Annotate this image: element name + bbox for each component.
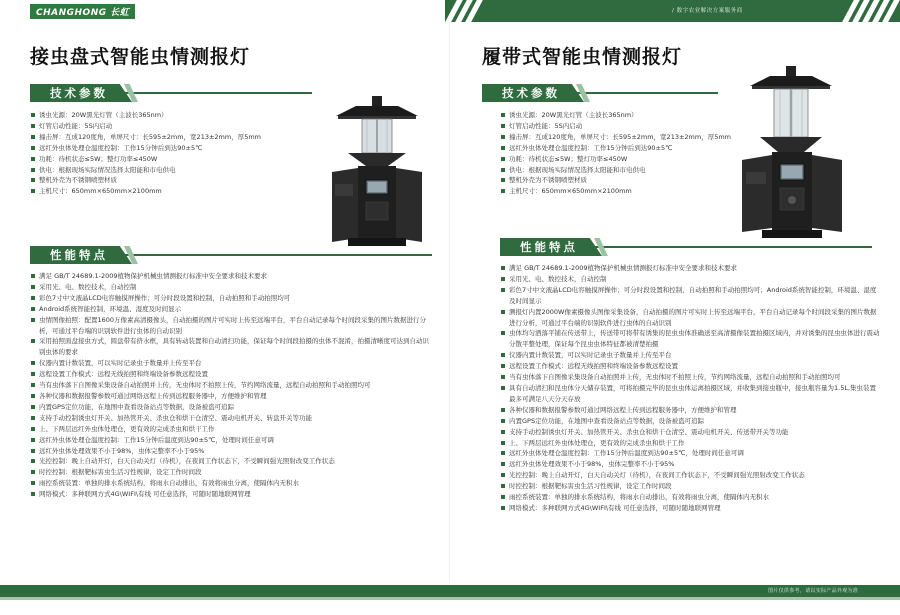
list-item: 内置GPS定位功能，在地图中查看设备站点等数据，设备被盗可追踪: [500, 416, 880, 427]
list-item: 远红外虫体处理仓温度控制：工作15分钟后温度到达90±5℃，处理时间任意可调: [30, 435, 430, 446]
list-item: 远程设置工作模式：远程无线拍照和终端设备参数远程设置: [30, 369, 430, 380]
list-item: 远红外虫体处理仓温度控制：工作15分钟后温度到达90±5℃，处理时间任意可调: [500, 448, 880, 459]
right-features-list: [500, 263, 880, 514]
left-title: 接虫盘式智能虫情测报灯: [30, 46, 251, 68]
list-item: 时控控制：根据靶标害虫生活习性规律，设定工作时间段: [30, 467, 430, 478]
list-item: 网络模式：多种联网方式4G\WIFI\有线 可任意选择，可随时随地联网管理: [30, 489, 430, 500]
right-specs-heading: [482, 84, 718, 102]
list-item: 诱虫光源：20W黑光灯管（主波长365nm）: [500, 110, 750, 121]
list-item: 彩色7寸中文液晶LCD电容触摸屏操作；可分时段设置和控制，自动拍照和手动拍照均可；Android系统智能控制，环境温、湿度及时间显示: [500, 285, 880, 307]
list-item: 具有自动清扫和昆虫体分天储存装置，可将拍摄完毕的昆虫虫体运离拍摄区域，并收集到接虫瓶中，接虫瓶容量为1.5L,集虫装置最多可满足八天分天存放: [500, 383, 880, 405]
list-item: 供电：根据现场实际情况选择太阳能和市电供电: [30, 165, 330, 176]
left-specs-list: [30, 110, 330, 197]
device-image-belt: [728, 60, 854, 240]
list-item: 整机外壳为不锈钢喷塑材质: [30, 175, 330, 186]
list-item: 撞击屏：互成120度角，单屏尺寸：长595±2mm，宽213±2mm，厚5mm: [30, 132, 330, 143]
top-banner: [0, 0, 900, 22]
list-item: 灯管启动性能：5S内启动: [30, 121, 330, 132]
list-item: 供电：根据现场实际情况选择太阳能和市电供电: [500, 165, 750, 176]
list-item: 远红外虫体处理效果不小于98%，虫体完整率不小于95%: [500, 459, 880, 470]
list-item: 虫情图像拍照：配置1600万像素高清摄像头，自动拍摄的图片可实时上传至远端平台，平台自动记录每个时间段采集的图片数据进行分析，可通过平台端的识别软件进行虫体的自动识别: [30, 315, 430, 337]
list-item: 光控控制：晚上自动开灯，白天自动关灯（待机），在夜间工作状态下，不受瞬间强光照射改变工作状态: [30, 456, 430, 467]
list-item: 光控控制：晚上自动开灯，白天自动关灯（待机），在夜间工作状态下，不受瞬间强光照射改变工作状态: [500, 470, 880, 481]
list-item: 彩色7寸中文液晶LCD电容触摸屏操作；可分时段设置和控制，自动拍照和手动拍照均可: [30, 293, 430, 304]
brand-logo: [30, 4, 135, 18]
footer-note: 图片仅供参考，请以实际产品外观为准: [768, 588, 859, 594]
list-item: 撞击屏：互成120度角，单屏尺寸：长595±2mm，宽213±2mm，厚5mm: [500, 132, 750, 143]
list-item: 雨控系统装置：单独的排水系统结构，将雨水自动排出，有效将雨虫分离，使隔体内无积水: [500, 492, 880, 503]
list-item: 测报灯内置2000W像素摄像头图像采集设备，自动拍摄的图片可实时上传至远端平台，平台自动记录每个时间段采集的图片数据进行分析，可通过平台端的识别软件进行虫体的自动识别: [500, 307, 880, 329]
list-item: 内置GPS定位功能，在地图中查看设备站点等数据，设备被盗可追踪: [30, 402, 430, 413]
bottom-banner: [0, 585, 900, 615]
list-item: 当有虫体落下自图像采集设备自动拍照并上传，无虫体时不拍照上传，节约网络流量，远程自动拍照和手动拍照均可: [30, 380, 430, 391]
left-features-heading: [30, 246, 432, 264]
insect-lamp-belt-icon: [728, 60, 854, 240]
list-item: 各种仪器和数据报警参数可通过网络远程上传到远程服务器中，方便维护和管理: [30, 391, 430, 402]
logo-en: CHANGHONG: [36, 7, 107, 18]
list-item: 远程设置工作模式：远程无线拍照和终端设备参数远程设置: [500, 361, 880, 372]
list-item: 网络模式：多种联网方式4G\WIFI\有线 可任意选择，可随时随地联网管理: [500, 503, 880, 514]
list-item: 功耗：待机状态≤5W；整灯功率≤450W: [30, 154, 330, 165]
page-divider: [449, 22, 450, 582]
section-label: 技术参数: [502, 86, 560, 100]
list-item: 远红外虫体处理仓温度控制：工作15分钟后到达90±5℃: [30, 143, 330, 154]
list-item: 雨控系统装置：单独的排水系统结构，将雨水自动排出，有效将雨虫分离，使隔体内无积水: [30, 478, 430, 489]
left-features-list: [30, 271, 430, 500]
list-item: Android系统智能控制，环境温、湿度及时间显示: [30, 304, 430, 315]
list-item: 采用光、电、数控技术，自动控制: [500, 274, 880, 285]
list-item: 远红外虫体处理仓温度控制：工作15分钟后到达90±5℃: [500, 143, 750, 154]
list-item: 上、下两层远红外虫体处理仓，更有效的完成杀虫和烘干工作: [500, 438, 880, 449]
bottom-green-bar: [0, 585, 900, 597]
right-features-heading: [500, 238, 872, 256]
list-item: 虫体均匀洒落平铺在传送带上，传送带可将带有诱集的昆虫虫体准确送至高清摄像装置拍摄区域内，并对诱集的昆虫虫体进行震动分散平整处理，保证每个昆虫虫体特征都被清楚拍摄: [500, 328, 880, 350]
list-item: 远红外虫体处理效果不小于98%，虫体完整率不小于95%: [30, 446, 430, 457]
list-item: 时控控制：根据靶标害虫生活习性规律，设定工作时间段: [500, 481, 880, 492]
section-label: 技术参数: [50, 86, 108, 100]
list-item: 各种仪器和数据报警参数可通过网络远程上传到远程服务器中，方便维护和管理: [500, 405, 880, 416]
insect-lamp-disc-icon: [318, 92, 436, 252]
brand-logo-text: [30, 4, 135, 19]
list-item: 上、下两层远红外虫体处理仓，更有效的完成杀虫和烘干工作: [30, 424, 430, 435]
list-item: 灯管启动性能：5S内启动: [500, 121, 750, 132]
list-item: 仪器内置计数装置，可以实时记录虫子数量并上传至平台: [500, 350, 880, 361]
right-title: 履带式智能虫情测报灯: [482, 46, 683, 68]
list-item: 采用光、电、数控技术，自动控制: [30, 282, 430, 293]
list-item: 主机尺寸：650mm×650mm×2100mm: [30, 186, 330, 197]
list-item: 支持手动控制诱虫灯开关、加热管开关、杀虫仓和烘干仓清空、震动电机开关、传送带开关等功能: [500, 427, 880, 438]
list-item: 采用拍照面盘接虫方式，圆盘带有挤水框，具有转动装置和自动清扫功能，保证每个时间段拍摄的虫体不混淆，拍摄清晰度可达到自动识别虫体的要求: [30, 336, 430, 358]
list-item: 支持手动控制诱虫灯开关、加热管开关、杀虫仓和烘干仓清空、震动电机开关、转盘开关等功能: [30, 413, 430, 424]
list-item: 诱虫光源：20W黑光灯管（主波长365nm）: [30, 110, 330, 121]
left-specs-heading: [30, 84, 312, 102]
list-item: 满足 GB/T 24689.1-2009植物保护机械虫情测报灯标准中安全要求和技术要求: [500, 263, 880, 274]
device-image-disc: [318, 92, 436, 252]
list-item: 功耗：待机状态≤5W；整灯功率≤450W: [500, 154, 750, 165]
header-slogan: / 数字农业解决方案服务商: [672, 8, 743, 14]
list-item: 当有虫体落下自图像采集设备自动拍照并上传，无虫体时不拍照上传，节约网络流量，远程自动拍照和手动拍照均可: [500, 372, 880, 383]
section-label: 性能特点: [520, 240, 578, 254]
section-label: 性能特点: [50, 248, 108, 262]
bottom-light-bar: [0, 597, 900, 600]
right-specs-list: [500, 110, 750, 197]
list-item: 仪器内置计数装置，可以实时记录虫子数量并上传至平台: [30, 358, 430, 369]
list-item: 主机尺寸：650mm×650mm×2100mm: [500, 186, 750, 197]
list-item: 整机外壳为不锈钢喷塑材质: [500, 175, 750, 186]
list-item: 满足 GB/T 24689.1-2009植物保护机械虫情测报灯标准中安全要求和技术要求: [30, 271, 430, 282]
logo-cn: 长虹: [110, 7, 130, 18]
